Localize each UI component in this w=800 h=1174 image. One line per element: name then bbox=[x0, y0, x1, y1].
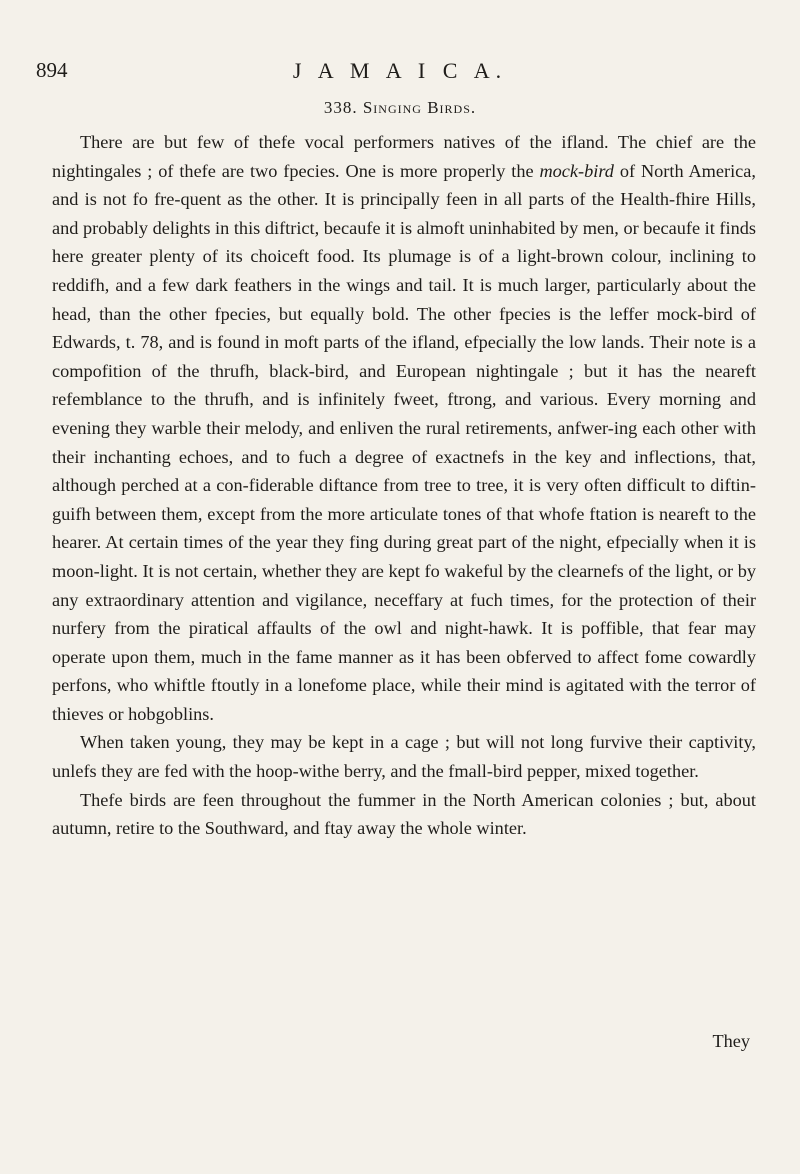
paragraph-1-start: There are but few of thefe vocal performers natives of the ifland. The chief are the nightingales ; of thefe are two fpecies. One is more properly the bbox=[52, 132, 756, 181]
page-number: 894 bbox=[36, 58, 68, 82]
page-header bbox=[36, 58, 764, 88]
paragraph-3: Thefe birds are feen throughout the fummer in the North American colonies ; but, about autumn, retire to the Southward, and ftay away the whole winter. bbox=[52, 789, 756, 839]
italic-term-mock-bird: mock-bird bbox=[539, 160, 614, 181]
paragraph-2: When taken young, they may be kept in a cage ; but will not long furvive their captivity, unlefs they are fed with the hoop-withe berry, and the fmall-bird pepper, mixed together. bbox=[52, 732, 756, 782]
body-text bbox=[52, 128, 756, 843]
catchword: They bbox=[712, 1031, 750, 1051]
section-heading: 338. Singing Birds. bbox=[323, 98, 477, 117]
paragraph-1 bbox=[52, 128, 756, 728]
running-head: J A M A I C A. bbox=[292, 58, 508, 83]
paragraph-1-rest: of North America, and is not fo fre-quent as the other. It is principally feen in all parts of the Health-fhire Hills, and probably delights in this diftrict, becaufe it is almoft uninhabited by men, or becaufe it finds here greater plenty of its choiceft food. Its plumage is of a light-brown colour, inclining to reddifh, and a few dark feathers in the wings and tail. It is much larger, particularly about the head, than the other fpecies, but equally bold. The other fpecies is the leffer mock-bird of Edwards, t. 78, and is found in moft parts of the ifland, efpecially the low lands. Their note is a compofition of the thrufh, black-bird, and European nightingale ; but it has the neareft refemblance to the thrufh, and is infinitely fweet, ftrong, and various. Every morning and evening they warble their melody, and enliven the rural retirements, anfwer-ing each other with their inchanting echoes, and to fuch a degree of exactnefs in the key and inflections, that, although perched at a con-fiderable diftance from tree to tree, it is very often difficult to diftin-guifh between them, except from the more articulate tones of that whofe ftation is neareft to the hearer. At certain times of the year they fing during great part of the night, efpecially when it is moon-light. It is not certain, whether they are kept fo wakeful by the clearnefs of the light, or by any extraordinary attention and vigilance, neceffary at fuch times, for the protection of their nurfery from the piratical affaults of the owl and night-hawk. It is poffible, that fear may operate upon them, much in the fame manner as it has been obferved to affect fome cowardly perfons, who whiftle ftoutly in a lonefome place, while their mind is agitated with the terror of thieves or hobgoblins. bbox=[52, 160, 756, 724]
